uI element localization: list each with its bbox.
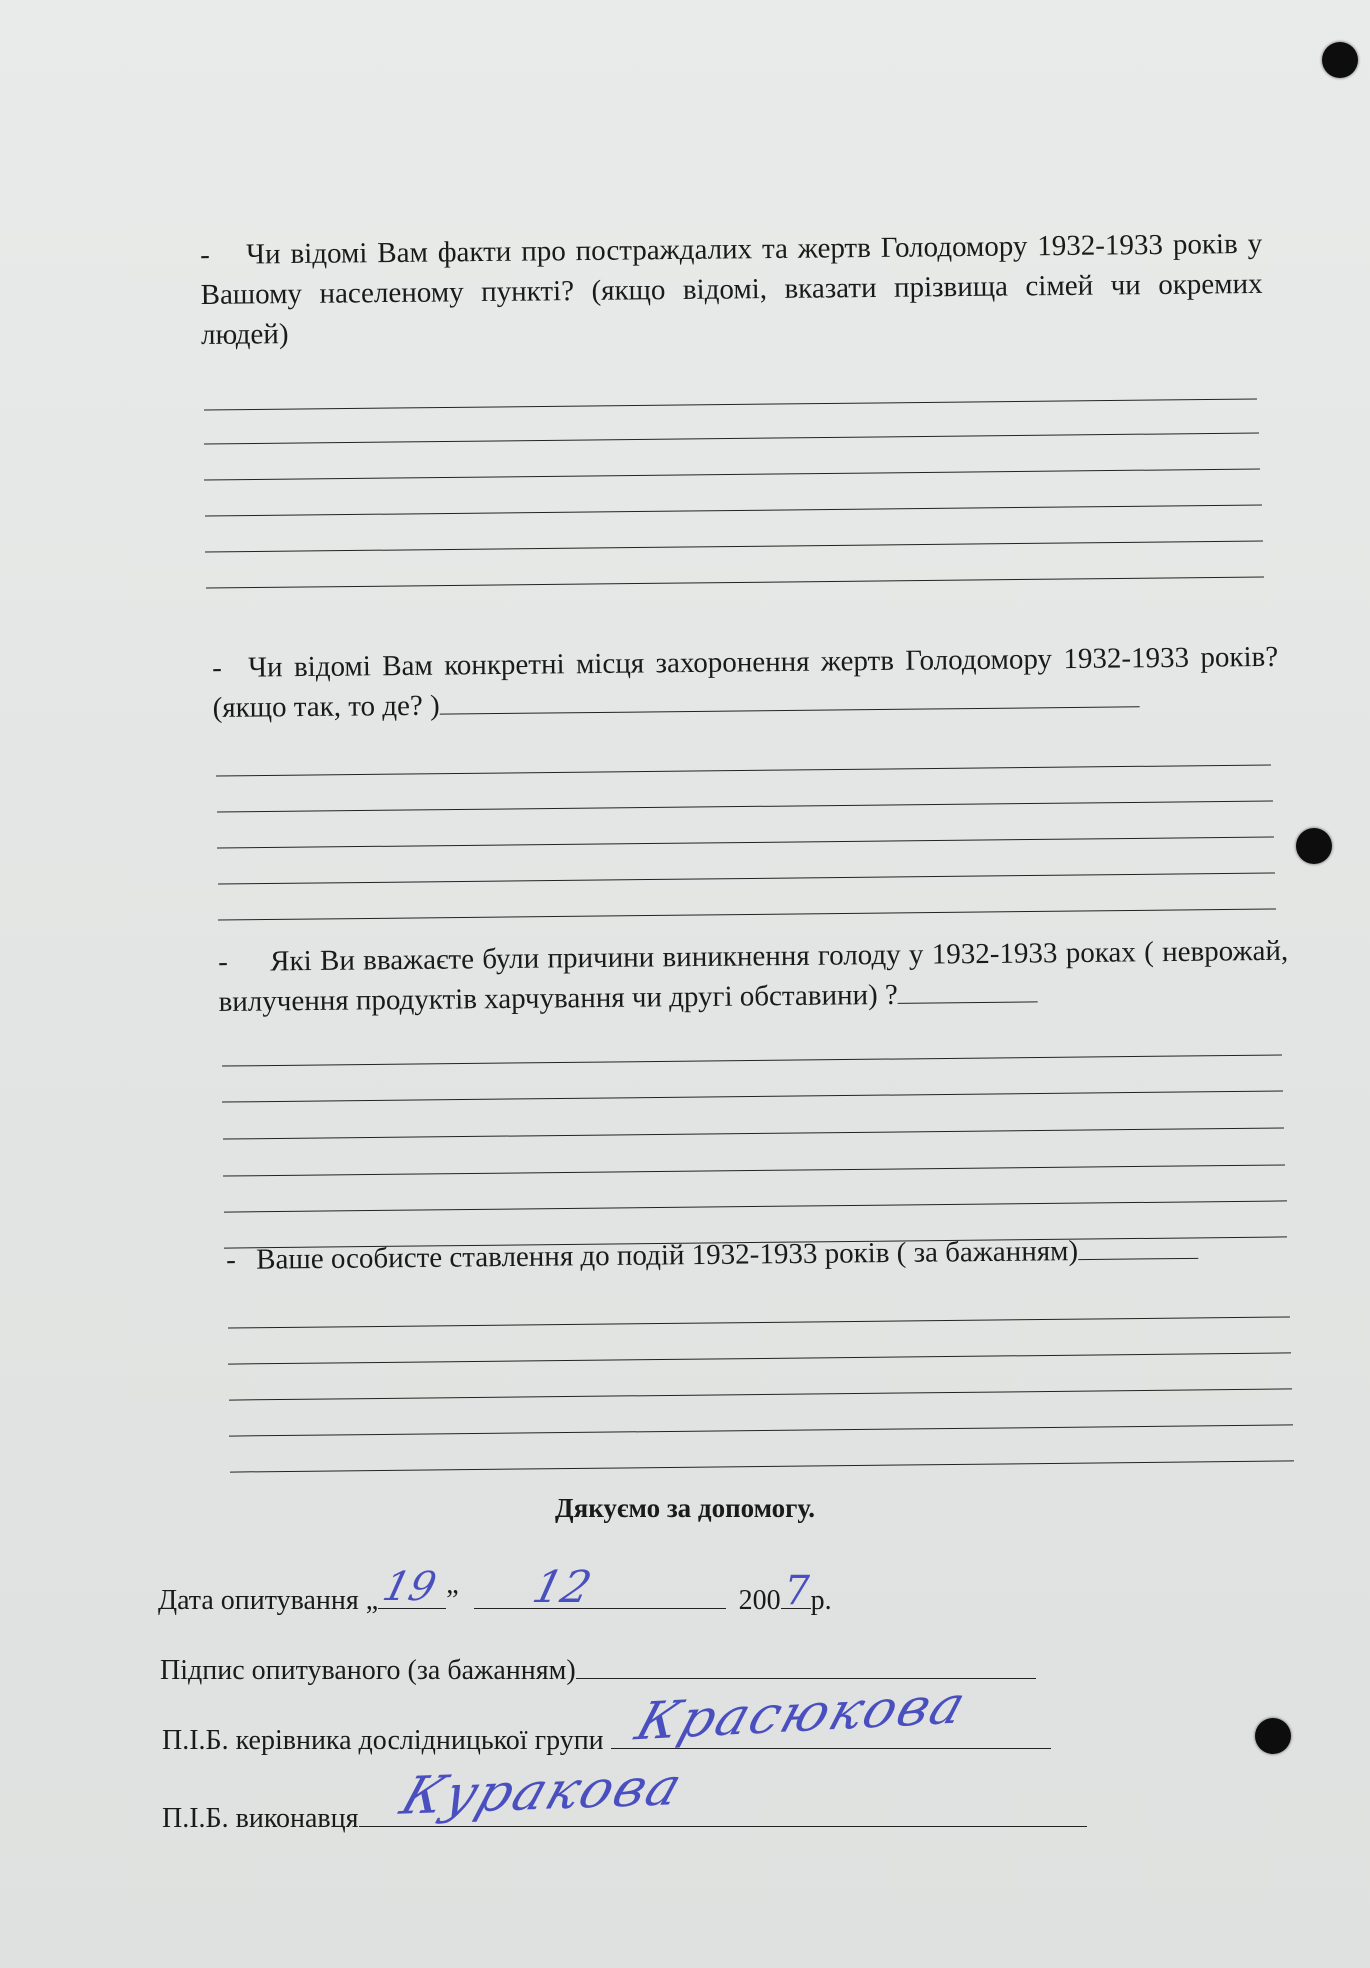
punch-hole-middle [1296,828,1332,864]
answer-line-4-4[interactable] [229,1424,1293,1436]
answer-line-1-5[interactable] [205,540,1263,552]
group-leader-field[interactable] [611,1675,1051,1753]
year-field[interactable] [781,1568,811,1614]
month-handwritten: 12 [527,1562,597,1613]
answer-line-2-3[interactable] [217,836,1274,848]
answer-line-1-6[interactable] [206,576,1264,588]
question-3-inline-blank[interactable] [898,975,1038,1003]
executor-row [162,1757,1087,1835]
answer-line-3-5[interactable] [224,1200,1287,1212]
question-4 [226,1229,1306,1280]
answer-line-1-4[interactable] [205,504,1262,516]
question-3 [218,931,1289,1022]
question-2-dash: - [212,651,223,684]
answer-line-2-5[interactable] [218,908,1276,920]
group-leader-label: П.І.Б. керівника дослідницької групи [162,1725,604,1756]
close-quote: ” [446,1585,459,1616]
answer-line-3-1[interactable] [222,1054,1282,1066]
answer-line-1-2[interactable] [204,432,1259,444]
answer-line-4-1[interactable] [228,1316,1290,1328]
answer-line-3-3[interactable] [223,1127,1284,1139]
survey-date-label: Дата опитування [158,1585,359,1616]
day-handwritten: 19 [378,1564,441,1610]
answer-line-4-2[interactable] [228,1352,1291,1364]
year-suffix: р. [810,1585,832,1616]
respondent-signature-label: Підпис опитуваного (за бажанням) [160,1655,576,1686]
answer-line-3-4[interactable] [223,1164,1285,1176]
survey-date-row [158,1562,832,1617]
question-3-text: Які Ви вважаєте були причини виникнення голоду у 1932-1933 роках ( неврожай, вилучення продуктів харчування чи другі обставини) ? [218,934,1289,1018]
group-leader-handwritten: Красюкова [628,1675,974,1753]
question-1-dash: - [200,238,211,271]
question-4-text: Ваше особисте ставлення до подій 1932-1933 років ( за бажанням) [256,1235,1079,1276]
question-2-inline-blank[interactable] [440,680,1140,714]
day-field[interactable] [378,1564,446,1610]
punch-hole-bottom [1255,1718,1291,1754]
answer-line-1-1[interactable] [204,398,1257,410]
open-quote: „ [365,1585,379,1616]
question-1-text: Чи відомі Вам факти про постраждалих та жертв Голодомору 1932-1933 років у Вашому населеному пункті? (якщо відомі, вказати прізвища сімей чи окремих людей) [200,227,1263,351]
executor-label: П.І.Б. виконавця [162,1803,359,1834]
group-leader-row [162,1675,1051,1757]
answer-line-4-3[interactable] [229,1388,1292,1400]
question-3-dash: - [218,945,229,978]
year-digit-handwritten: 7 [784,1568,811,1614]
punch-hole-top [1322,42,1358,78]
answer-line-1-3[interactable] [204,468,1260,480]
executor-field[interactable] [359,1757,1087,1827]
answer-line-4-5[interactable] [230,1460,1294,1472]
month-field[interactable] [474,1562,726,1613]
question-4-dash: - [226,1243,237,1276]
answer-line-2-4[interactable] [218,872,1275,884]
answer-line-2-2[interactable] [217,800,1273,812]
question-1 [200,224,1263,355]
question-2-text: Чи відомі Вам конкретні місця захоронення жертв Голодомору 1932-1933 років? (якщо так, то де? ) [212,640,1279,724]
year-prefix: 200 [738,1585,781,1616]
answer-line-3-2[interactable] [222,1090,1283,1102]
respondent-signature-field[interactable] [576,1652,1036,1679]
executor-handwritten: Куракова [392,1757,691,1827]
question-2 [212,637,1279,728]
answer-line-2-1[interactable] [216,764,1271,776]
thanks-heading: Дякуємо за допомогу. [555,1493,815,1523]
question-4-inline-blank[interactable] [1078,1232,1198,1260]
